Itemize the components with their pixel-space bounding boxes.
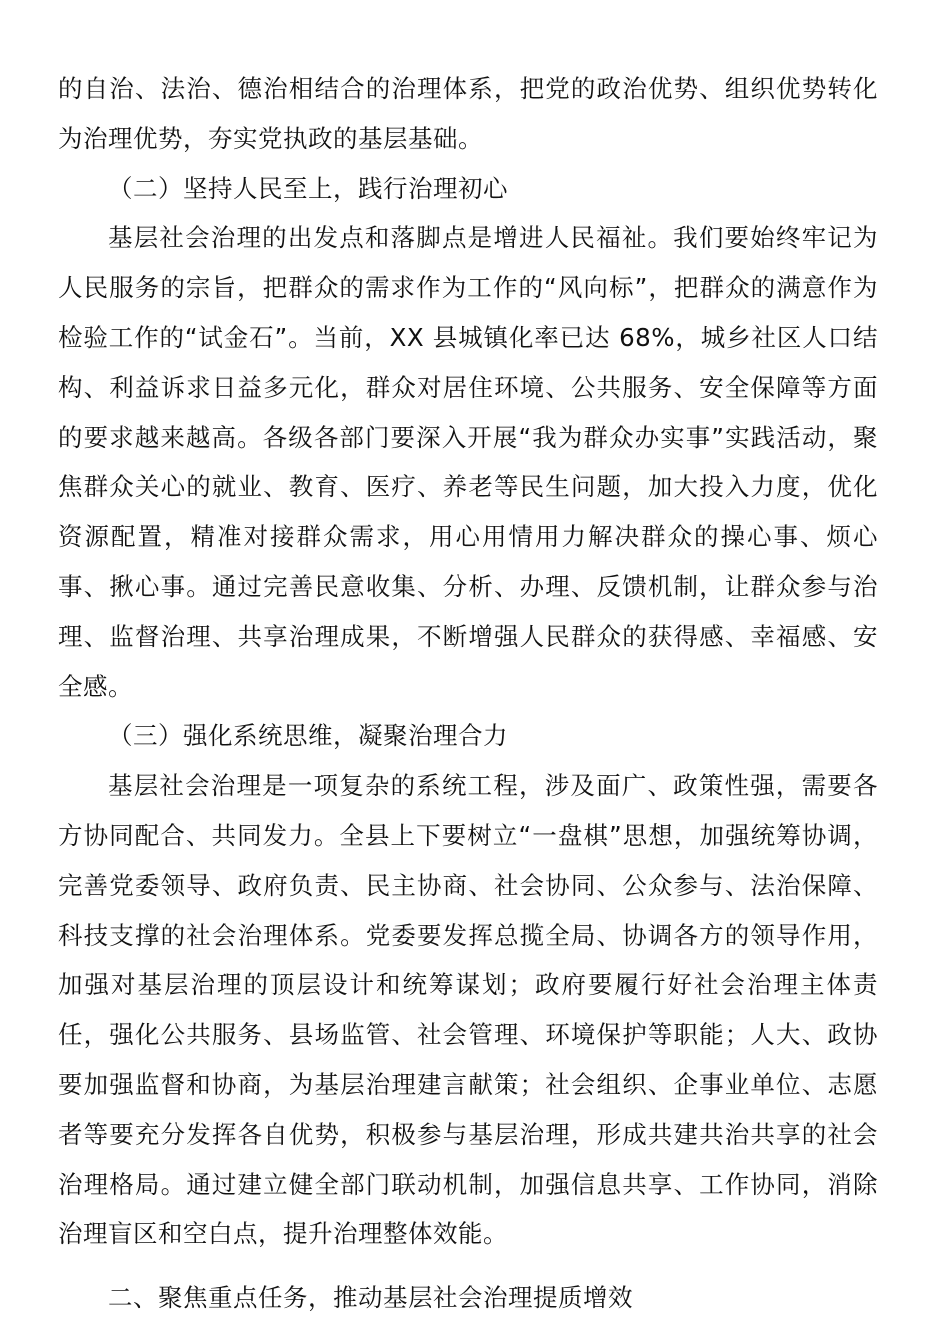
- body-paragraph-3: 基层社会治理是一项复杂的系统工程，涉及面广、政策性强，需要各方协同配合、共同发力。全县上下要树立“一盘棋”思想，加强统筹协调，完善党委领导、政府负责、民主协商、社会协同、公众参与、法治保障、科技支撑的社会治理体系。党委要发挥总揽全局、协调各方的领导作用，加强对基层治理的顶层设计和统筹谋划；政府要履行好社会治理主体责任，强化公共服务、县场监管、社会管理、环境保护等职能；人大、政协要加强监督和协商，为基层治理建言献策；社会组织、企事业单位、志愿者等要充分发挥各自优势，积极参与基层治理，形成共建共治共享的社会治理格局。通过建立健全部门联动机制，加强信息共享、工作协同，消除治理盲区和空白点，提升治理整体效能。: [58, 771, 878, 1249]
- major-heading-2: 二、聚焦重点任务，推动基层社会治理提质增效: [108, 1283, 633, 1313]
- section-heading-2: （二）坚持人民至上，践行治理初心: [108, 173, 508, 203]
- body-paragraph-1: 的自治、法治、德治相结合的治理体系，把党的政治优势、组织优势转化为治理优势，夯实党执政的基层基础。: [58, 74, 878, 153]
- body-paragraph-2: 基层社会治理的出发点和落脚点是增进人民福祉。我们要始终牢记为人民服务的宗旨，把群众的需求作为工作的“风向标”，把群众的满意作为检验工作的“试金石”。当前，XX 县城镇化率已达 68%，城乡社区人口结构、利益诉求日益多元化，群众对居住环境、公共服务、安全保障等方面的要求越来越高。各级各部门要深入开展“我为群众办实事”实践活动，聚焦群众关心的就业、教育、医疗、养老等民生问题，加大投入力度，优化资源配置，精准对接群众需求，用心用情用力解决群众的操心事、烦心事、揪心事。通过完善民意收集、分析、办理、反馈机制，让群众参与治理、监督治理、共享治理成果，不断增强人民群众的获得感、幸福感、安全感。: [58, 223, 878, 701]
- section-heading-3: （三）强化系统思维，凝聚治理合力: [108, 721, 508, 751]
- document-page: [58, 64, 878, 1323]
